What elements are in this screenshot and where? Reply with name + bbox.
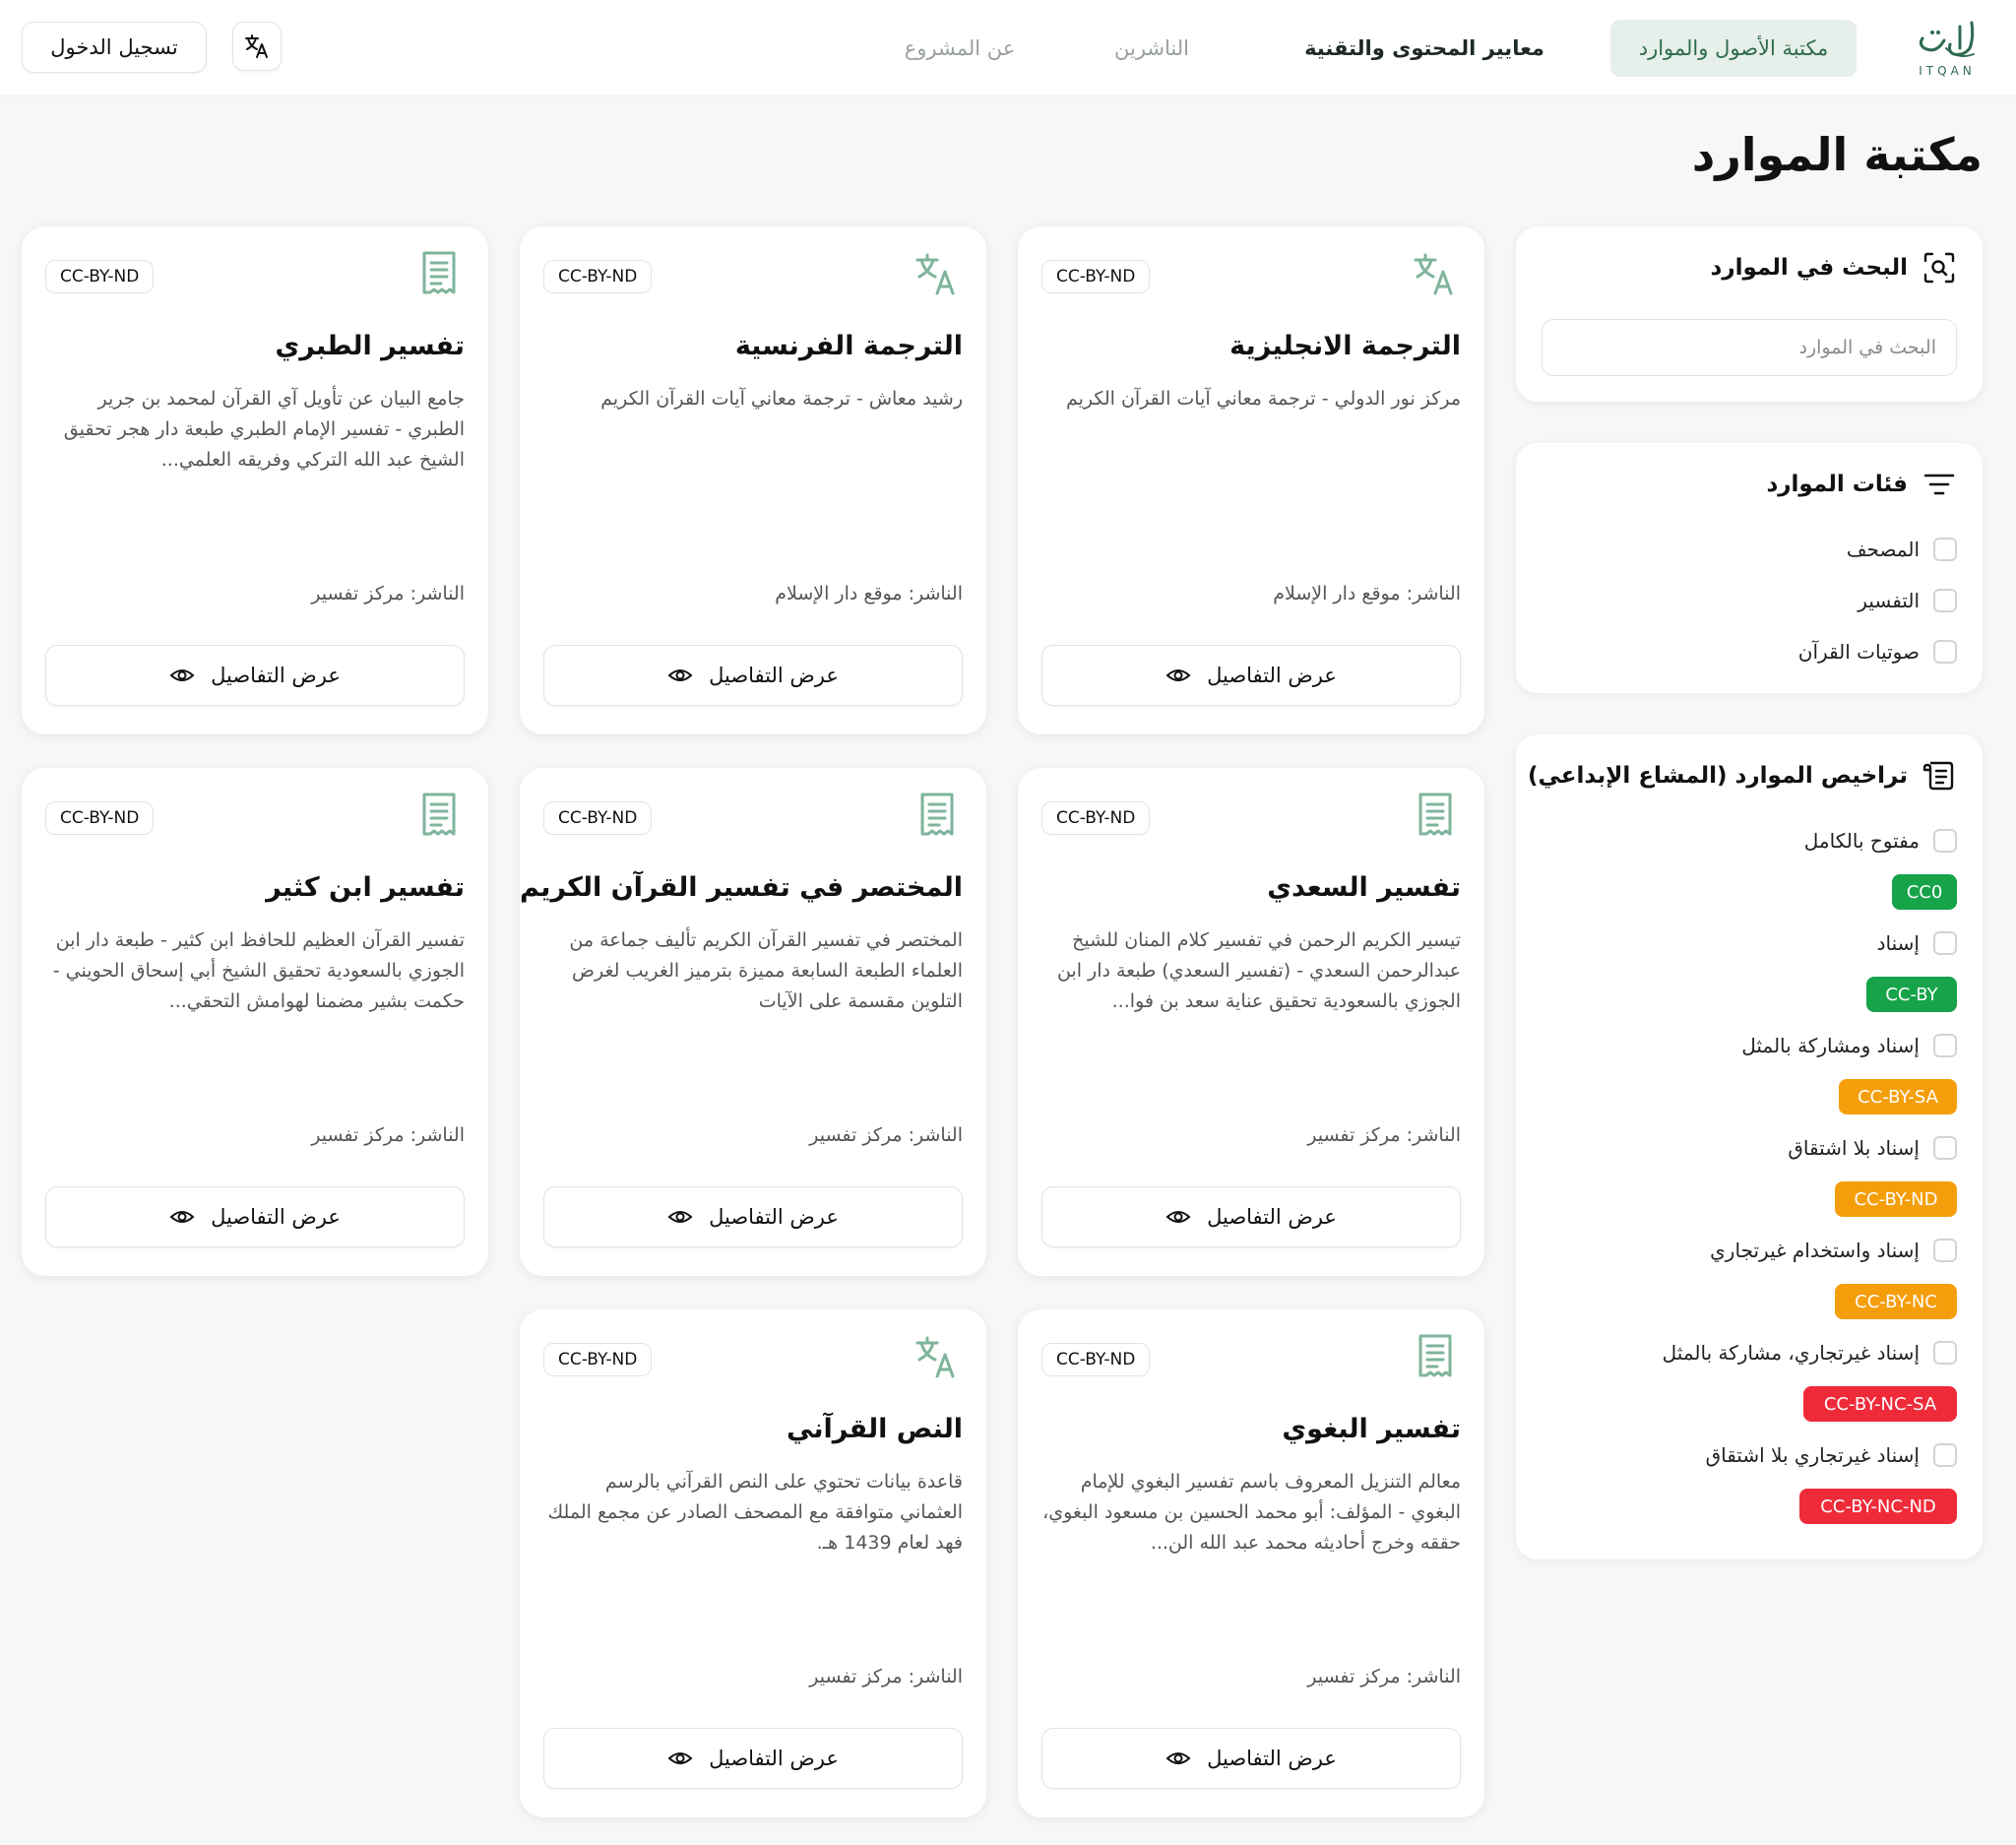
view-details-button[interactable] — [45, 1186, 465, 1247]
eye-icon — [667, 1204, 693, 1230]
license-chip: CC-BY-ND — [543, 260, 652, 293]
itqan-logo[interactable] — [1912, 14, 1983, 83]
nav-standards[interactable]: معايير المحتوى والتقنية — [1304, 36, 1544, 60]
license-chip: CC-BY-ND — [543, 801, 652, 835]
card-title: تفسير السعدي — [1267, 872, 1461, 903]
license-label: إسناد غيرتجاري، مشاركة بالمثل — [1662, 1341, 1920, 1365]
card-publisher: الناشر: موقع دار الإسلام — [775, 583, 963, 604]
card-title: تفسير البغوي — [1282, 1414, 1461, 1444]
license-checkbox[interactable] — [1933, 1443, 1957, 1467]
license-item-cc-by-sa[interactable] — [1741, 1034, 1957, 1057]
license-checkbox[interactable] — [1933, 829, 1957, 853]
resource-card — [520, 226, 986, 734]
license-item-cc-by[interactable] — [1877, 931, 1957, 955]
license-chip: CC-BY-ND — [543, 1343, 652, 1376]
view-details-button[interactable] — [543, 645, 963, 706]
license-badge-cc-by-sa: CC-BY-SA — [1839, 1079, 1957, 1114]
translate-icon — [1410, 248, 1461, 299]
eye-icon — [667, 663, 693, 688]
search-heading-label: البحث في الموارد — [1710, 255, 1908, 281]
license-chip: CC-BY-ND — [1041, 801, 1150, 835]
card-description: جامع البيان عن تأويل آي القرآن لمحمد بن جرير الطبري - تفسير الإمام الطبري طبعة دار هجر تحقيق الشيخ عبد الله التركي وفريقه العلمي... — [63, 388, 465, 471]
license-checkbox[interactable] — [1933, 1136, 1957, 1160]
card-title: الترجمة الفرنسية — [734, 331, 963, 361]
category-item-audio[interactable] — [1798, 640, 1957, 664]
license-item-cc-by-nc[interactable] — [1710, 1239, 1957, 1262]
view-details-label: عرض التفاصيل — [1207, 664, 1337, 687]
card-title: تفسير ابن كثير — [266, 872, 465, 903]
license-badge-cc-by: CC-BY — [1866, 977, 1957, 1012]
license-checkbox[interactable] — [1933, 1239, 1957, 1262]
licenses-panel — [1516, 734, 1983, 1559]
license-label: إسناد غيرتجاري بلا اشتقاق — [1705, 1443, 1920, 1467]
license-checkbox[interactable] — [1933, 1341, 1957, 1365]
category-label: صوتيات القرآن — [1797, 640, 1920, 664]
category-label: التفسير — [1858, 589, 1920, 612]
category-checkbox[interactable] — [1933, 640, 1957, 664]
license-checkbox[interactable] — [1933, 931, 1957, 955]
license-badge-cc-by-nc-sa: CC-BY-NC-SA — [1803, 1386, 1957, 1422]
license-label: مفتوح بالكامل — [1803, 829, 1920, 853]
view-details-label: عرض التفاصيل — [211, 664, 341, 687]
card-publisher: الناشر: مركز تفسير — [311, 583, 465, 604]
resource-card — [1018, 226, 1484, 734]
resource-card — [1018, 1309, 1484, 1817]
document-icon — [1410, 1331, 1461, 1382]
card-publisher: الناشر: مركز تفسير — [1307, 1124, 1461, 1146]
resource-card — [22, 768, 488, 1276]
search-panel — [1516, 226, 1983, 402]
resource-card — [520, 1309, 986, 1817]
category-checkbox[interactable] — [1933, 538, 1957, 561]
licenses-heading — [1528, 758, 1957, 794]
license-label: إسناد ومشاركة بالمثل — [1741, 1034, 1920, 1057]
page-title: مكتبة الموارد — [1691, 128, 1983, 181]
license-item-cc-by-nc-sa[interactable] — [1663, 1341, 1957, 1365]
view-details-button[interactable] — [543, 1728, 963, 1789]
eye-icon — [1166, 663, 1191, 688]
license-label: إسناد — [1876, 931, 1920, 955]
license-item-cc-by-nd[interactable] — [1788, 1136, 1957, 1160]
license-badge-cc-by-nc: CC-BY-NC — [1835, 1284, 1957, 1319]
nav-library[interactable]: مكتبة الأصول والموارد — [1610, 20, 1857, 77]
card-title: المختصر في تفسير القرآن الكريم — [520, 872, 963, 903]
card-description: المختصر في تفسير القرآن الكريم تأليف جماعة من العلماء الطبعة السابعة مميزة بترميز الغريب لغرض التلوين مقسمة على الآيات — [569, 929, 963, 1012]
categories-heading-label: فئات الموارد — [1766, 472, 1908, 497]
logo-calligraphy-icon — [1915, 19, 1980, 62]
view-details-label: عرض التفاصيل — [1207, 1205, 1337, 1229]
scroll-icon — [1922, 758, 1957, 794]
view-details-label: عرض التفاصيل — [1207, 1747, 1337, 1770]
card-description: تفسير القرآن العظيم للحافظ ابن كثير - طبعة دار ابن الجوزي بالسعودية تحقيق الشيخ أبي إسحاق الحويني - حكمت بشير مضمنا لهوامش التحقي... — [52, 929, 465, 1012]
eye-icon — [169, 663, 195, 688]
license-badge-cc-by-nc-nd: CC-BY-NC-ND — [1799, 1489, 1957, 1524]
search-input[interactable] — [1542, 319, 1957, 376]
license-checkbox[interactable] — [1933, 1034, 1957, 1057]
logo-wordmark: ITQAN — [1919, 64, 1976, 78]
translate-icon — [912, 248, 963, 299]
license-chip: CC-BY-ND — [1041, 260, 1150, 293]
login-button[interactable]: تسجيل الدخول — [22, 22, 207, 73]
document-icon — [912, 790, 963, 841]
view-details-label: عرض التفاصيل — [211, 1205, 341, 1229]
category-item-mushaf[interactable] — [1847, 538, 1957, 561]
card-publisher: الناشر: مركز تفسير — [809, 1124, 963, 1146]
license-badge-cc-by-nd: CC-BY-ND — [1835, 1181, 1957, 1217]
resource-card — [22, 226, 488, 734]
view-details-label: عرض التفاصيل — [709, 1747, 839, 1770]
licenses-heading-label: تراخيص الموارد (المشاع الإبداعي) — [1528, 763, 1908, 789]
resource-card — [520, 768, 986, 1276]
search-scan-icon — [1922, 250, 1957, 286]
license-item-cc-by-nc-nd[interactable] — [1706, 1443, 1957, 1467]
view-details-button[interactable] — [1041, 645, 1461, 706]
resource-card — [1018, 768, 1484, 1276]
view-details-label: عرض التفاصيل — [709, 664, 839, 687]
license-label: إسناد واستخدام غيرتجاري — [1710, 1239, 1920, 1262]
view-details-button[interactable] — [45, 645, 465, 706]
card-title: النص القرآني — [787, 1414, 963, 1444]
translate-icon — [912, 1331, 963, 1382]
card-title: تفسير الطبري — [275, 331, 465, 361]
document-icon — [1410, 790, 1461, 841]
category-item-tafsir[interactable] — [1858, 589, 1957, 612]
eye-icon — [1166, 1204, 1191, 1230]
search-panel-heading — [1711, 250, 1957, 286]
category-checkbox[interactable] — [1933, 589, 1957, 612]
document-icon — [413, 790, 465, 841]
top-header — [0, 0, 2016, 96]
translate-icon — [243, 32, 271, 60]
card-description: مركز نور الدولي - ترجمة معاني آيات القرآن الكريم — [1065, 388, 1461, 410]
license-chip: CC-BY-ND — [1041, 1343, 1150, 1376]
card-publisher: الناشر: موقع دار الإسلام — [1273, 583, 1461, 604]
card-description: معالم التنزيل المعروف باسم تفسير البغوي للإمام البغوي - المؤلف: أبو محمد الحسين بن مسعود البغوي، حققه وخرج أحاديثه محمد عبد الله الن... — [1042, 1471, 1461, 1554]
eye-icon — [169, 1204, 195, 1230]
nav-publishers[interactable]: الناشرين — [1114, 36, 1189, 60]
view-details-button[interactable] — [1041, 1728, 1461, 1789]
eye-icon — [667, 1746, 693, 1771]
language-button[interactable] — [232, 22, 282, 71]
filter-icon — [1922, 467, 1957, 502]
category-label: المصحف — [1846, 538, 1920, 561]
card-publisher: الناشر: مركز تفسير — [1307, 1666, 1461, 1687]
license-badge-cc0: CC0 — [1892, 874, 1957, 910]
license-label: إسناد بلا اشتقاق — [1788, 1136, 1920, 1160]
license-item-cc0[interactable] — [1804, 829, 1957, 853]
categories-heading — [1767, 467, 1958, 502]
eye-icon — [1166, 1746, 1191, 1771]
document-icon — [413, 248, 465, 299]
card-description: تيسير الكريم الرحمن في تفسير كلام المنان للشيخ عبدالرحمن السعدي - (تفسير السعدي) طبعة دار ابن الجوزي بالسعودية تحقيق عناية سعد بن فوا... — [1056, 929, 1461, 1012]
license-chip: CC-BY-ND — [45, 260, 154, 293]
view-details-label: عرض التفاصيل — [709, 1205, 839, 1229]
card-title: الترجمة الانجليزية — [1229, 331, 1461, 361]
card-publisher: الناشر: مركز تفسير — [809, 1666, 963, 1687]
nav-about[interactable]: عن المشروع — [904, 36, 1016, 60]
card-description: رشيد معاش - ترجمة معاني آيات القرآن الكريم — [600, 388, 963, 410]
license-chip: CC-BY-ND — [45, 801, 154, 835]
card-publisher: الناشر: مركز تفسير — [311, 1124, 465, 1146]
card-description: قاعدة بيانات تحتوي على النص القرآني بالرسم العثماني متوافقة مع المصحف الصادر عن مجمع الملك فهد لعام 1439 هـ. — [547, 1471, 963, 1554]
view-details-button[interactable] — [543, 1186, 963, 1247]
categories-panel — [1516, 443, 1983, 693]
view-details-button[interactable] — [1041, 1186, 1461, 1247]
